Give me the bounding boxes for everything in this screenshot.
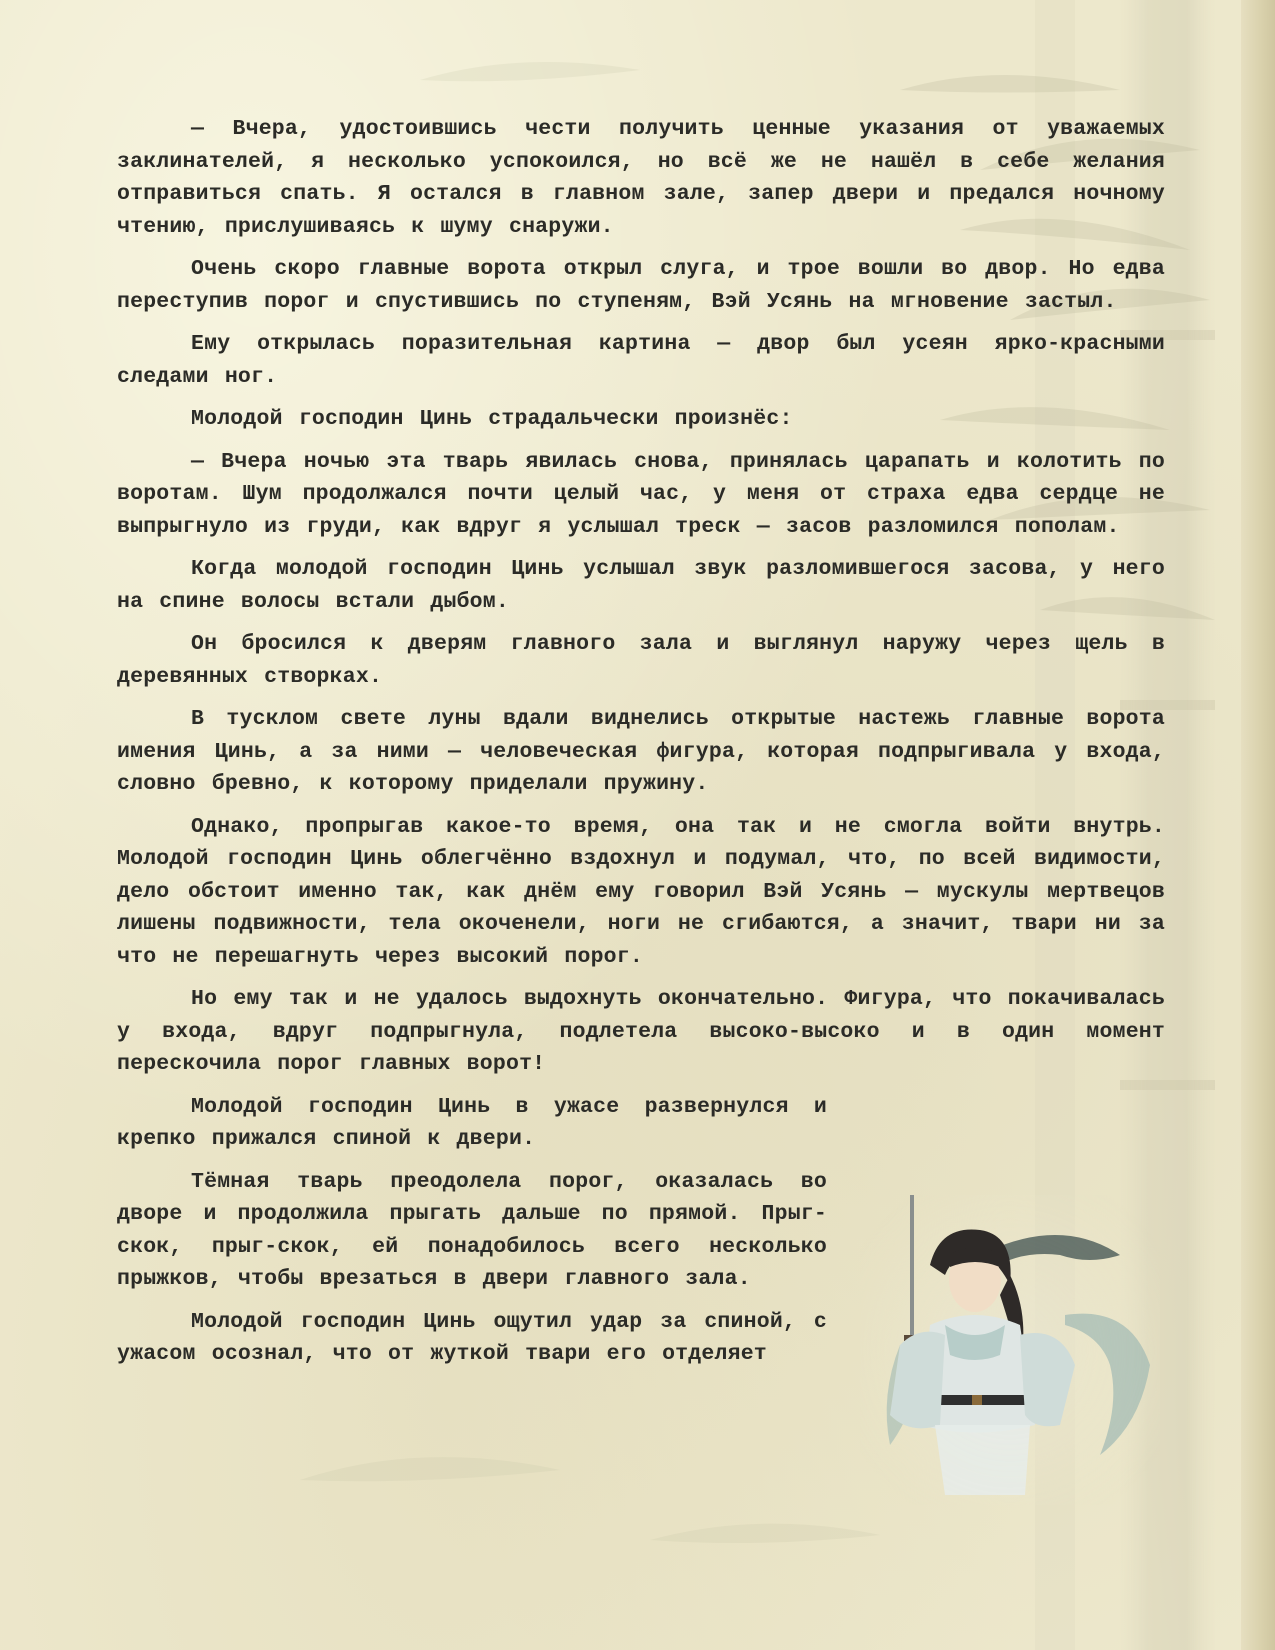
- paragraph-10: Но ему так и не удалось выдохнуть окончательно. Фигура, что покачивалась у входа, вдруг подпрыгнула, подлетела высоко-высоко и в один момент перескочила порог главных ворот!: [117, 987, 1165, 1076]
- text-column: [117, 113, 1165, 1381]
- paragraph-8: В тусклом свете луны вдали виднелись открытые настежь главные ворота имения Цинь, а за ними — человеческая фигура, которая подпрыгивала у входа, словно бревно, к которому приделали пружину.: [117, 707, 1165, 796]
- paragraph-9: Однако, пропрыгав какое-то время, она так и не смогла войти внутрь. Молодой господин Цинь облегчённо вздохнул и подумал, что, по всей видимости, дело обстоит именно так, как днём ему говорил Вэй Усянь — мускулы мертвецов лишены подвижности, тела окоченели, ноги не сгибаются, а значит, твари ни за что не перешагнуть через высокий порог.: [117, 814, 1165, 969]
- paragraph-6: Когда молодой господин Цинь услышал звук разломившегося засова, у него на спине волосы встали дыбом.: [117, 557, 1165, 614]
- paragraph-3: Ему открылась поразительная картина — двор был усеян ярко-красными следами ног.: [117, 332, 1165, 389]
- paragraph-5: — Вчера ночью эта тварь явилась снова, принялась царапать и колотить по воротам. Шум продолжался почти целый час, у меня от страха едва сердце не выпрыгнуло из груди, как вдруг я услышал треск — засов разломился пополам.: [117, 449, 1165, 539]
- paragraph-12: Тёмная тварь преодолела порог, оказалась во дворе и продолжила прыгать дальше по прямой. Прыг-скок, прыг-скок, ей понадобилось всего несколько прыжков, чтобы врезаться в двери главного зала.: [117, 1169, 827, 1291]
- paragraph-7: Он бросился к дверям главного зала и выглянул наружу через щель в деревянных створках.: [117, 632, 1165, 689]
- swordsman-illustration: [860, 1195, 1160, 1505]
- paragraph-13: Молодой господин Цинь ощутил удар за спиной, с ужасом осознал, что от жуткой твари его отделяет: [117, 1309, 827, 1366]
- paragraph-1: — Вчера, удостоившись чести получить ценные указания от уважаемых заклинателей, я несколько успокоился, но всё же не нашёл в себе желания отправиться спать. Я остался в главном зале, запер двери и предался ночному чтению, прислушиваясь к шуму снаружи.: [117, 117, 1165, 239]
- paragraph-4: Молодой господин Цинь страдальчески произнёс:: [191, 407, 793, 431]
- paragraph-11: Молодой господин Цинь в ужасе развернулся и крепко прижался спиной к двери.: [117, 1094, 827, 1151]
- paragraph-2: Очень скоро главные ворота открыл слуга, и трое вошли во двор. Но едва переступив порог и спустившись по ступеням, Вэй Усянь на мгновение застыл.: [117, 257, 1165, 314]
